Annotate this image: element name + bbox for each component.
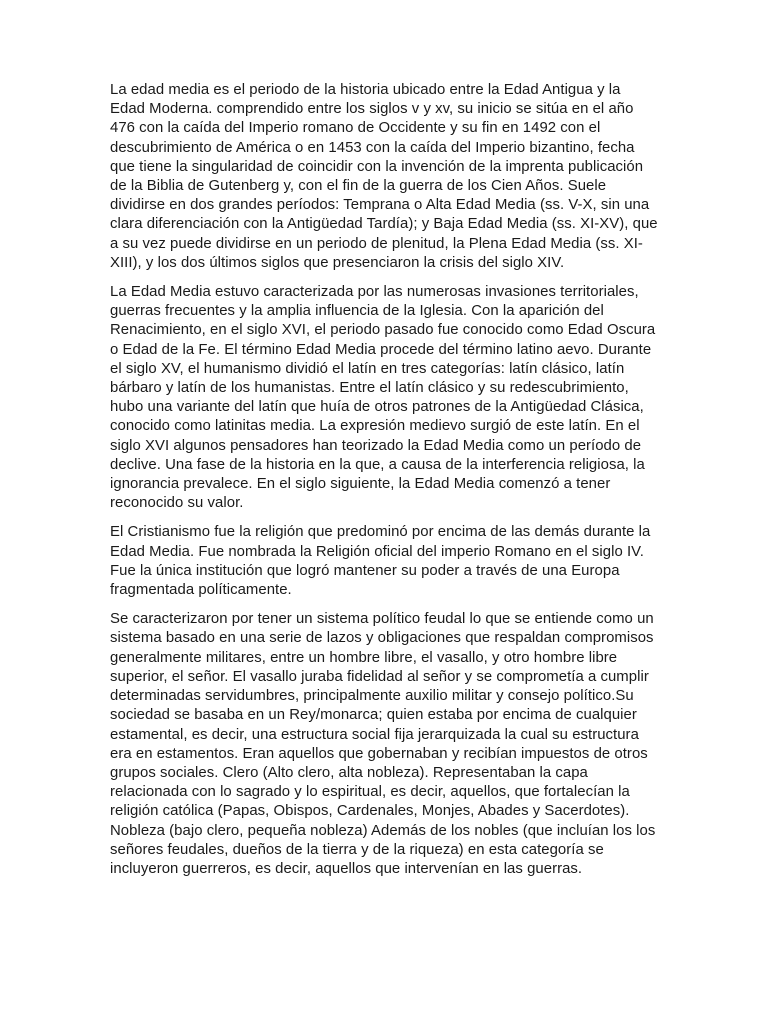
paragraph-caracteristicas: La Edad Media estuvo caracterizada por las numerosas invasiones territoriales, guerras frecuentes y la amplia influencia de la Iglesia. Con la aparición del Renacimiento, en el siglo XVI, el periodo pasado fue conocido como Edad Oscura o Edad de la Fe. El término Edad Media procede del término latino aevo. Durante el siglo XV, el humanismo dividió el latín en tres categorías: latín clásico, latín bárbaro y latín de los humanistas. Entre el latín clásico y su redescubrimiento, hubo una variante del latín que huía de otros patrones de la Antigüedad Clásica, conocido como latinitas media. La expresión medievo surgió de este latín. En el siglo XVI algunos pensadores han teorizado la Edad Media como un período de declive. Una fase de la historia en la que, a causa de la interferencia religiosa, la ignorancia prevalece. En el siglo siguiente, la Edad Media comenzó a tener reconocido su valor. bbox=[110, 284, 656, 512]
paragraph-edad-media-definicion: La edad media es el periodo de la historia ubicado entre la Edad Antigua y la Edad Moderna. comprendido entre los siglos v y xv, su inicio se sitúa en el año 476 con la caída del Imperio romano de Occidente y su fin en 1492 con el descubrimiento de América o en 1453 con la caída del Imperio bizantino, fecha que tiene la singularidad de coincidir con la invención de la imprenta publicación de la Biblia de Gutenberg y, con el fin de la guerra de los Cien Años. Suele dividirse en dos grandes períodos: Temprana o Alta Edad Media (ss. V-X, sin una clara diferenciación con la Antigüedad Tardía); y Baja Edad Media (ss. XI-XV), que a su vez puede dividirse en un periodo de plenitud, la Plena Edad Media (ss. XI-XIII), y los dos últimos siglos que presenciaron la crisis del siglo XIV. bbox=[110, 82, 658, 271]
paragraph-sistema-feudal: Se caracterizaron por tener un sistema político feudal lo que se entiende como un sistema basado en una serie de lazos y obligaciones que respaldan compromisos generalmente militares, entre un hombre libre, el vasallo, y otro hombre libre superior, el señor. El vasallo juraba fidelidad al señor y se comprometía a cumplir determinadas servidumbres, principalmente auxilio militar y consejo político.Su sociedad se basaba en un Rey/monarca; quien estaba por encima de cualquier estamental, es decir, una estructura social fija jerarquizada la cual su estructura era en estamentos. Eran aquellos que gobernaban y recibían impuestos de otros grupos sociales. Clero (Alto clero, alta nobleza). Representaban la capa relacionada con lo sagrado y lo espiritual, es decir, aquellos, que fortalecían la religión católica (Papas, Obispos, Cardenales, Monjes, Abades y Sacerdotes). Nobleza (bajo clero, pequeña nobleza) Además de los nobles (que incluían los los señores feudales, dueños de la tierra y de la riqueza) en esta categoría se incluyeron guerreros, es decir, aquellos que intervenían en las guerras. bbox=[110, 611, 656, 877]
paragraph-cristianismo: El Cristianismo fue la religión que predominó por encima de las demás durante la Edad Media. Fue nombrada la Religión oficial del imperio Romano en el siglo IV. Fue la única institución que logró mantener su poder a través de una Europa fragmentada políticamente. bbox=[110, 524, 651, 599]
